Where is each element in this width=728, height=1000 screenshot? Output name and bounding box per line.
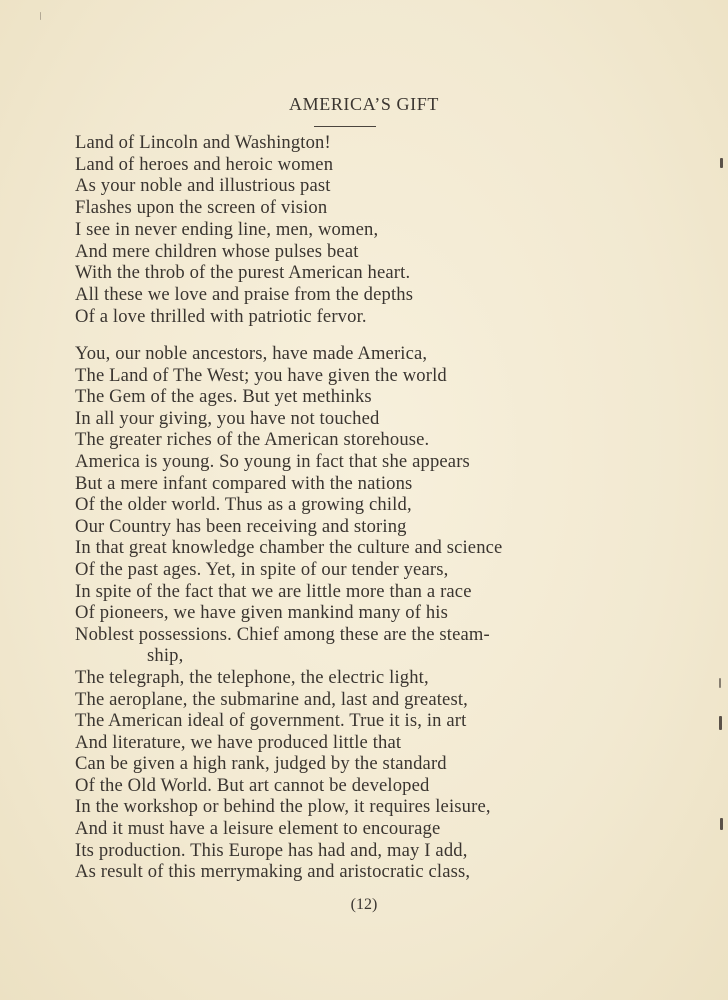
- margin-ink-speck: [40, 12, 41, 20]
- poem-line: As result of this merrymaking and aristocratic class,: [75, 861, 471, 883]
- poem-line: The greater riches of the American storehouse.: [75, 429, 430, 451]
- poem-line: The aeroplane, the submarine and, last and greatest,: [75, 688, 468, 710]
- poem-line: Noblest possessions. Chief among these are the steam-: [75, 623, 490, 645]
- poem-line: I see in never ending line, men, women,: [75, 218, 379, 240]
- poem-line: In the workshop or behind the plow, it requires leisure,: [75, 796, 491, 818]
- poem-line: In all your giving, you have not touched: [75, 407, 380, 429]
- poem-line: The Gem of the ages. But yet methinks: [75, 386, 372, 408]
- poem-line: In spite of the fact that we are little more than a race: [75, 580, 472, 602]
- poem-line-continuation: ship,: [147, 645, 184, 667]
- poem-line: You, our noble ancestors, have made America,: [75, 343, 428, 364]
- margin-ink-speck: [720, 818, 723, 830]
- poem-line: Its production. This Europe has had and, may I add,: [75, 839, 468, 861]
- margin-ink-speck: [719, 716, 722, 730]
- poem-line: Of the Old World. But art cannot be developed: [75, 774, 430, 796]
- poem-line: The American ideal of government. True it is, in art: [75, 710, 467, 732]
- margin-ink-speck: [719, 678, 721, 688]
- poem-line: Flashes upon the screen of vision: [75, 197, 328, 219]
- poem-line: All these we love and praise from the depths: [75, 283, 414, 305]
- poem-line: Of the past ages. Yet, in spite of our tender years,: [75, 558, 449, 580]
- page-number: (12): [350, 896, 378, 913]
- poem-line: And literature, we have produced little that: [75, 731, 402, 753]
- poem-line: Of the older world. Thus as a growing child,: [75, 494, 412, 516]
- poem-line: Land of Lincoln and Washington!: [75, 132, 331, 153]
- poem-line: America is young. So young in fact that she appears: [75, 450, 470, 472]
- poem-line: Of pioneers, we have given mankind many of his: [75, 602, 449, 624]
- poem-line: And mere children whose pulses beat: [75, 240, 359, 262]
- poem-line: With the throb of the purest American heart.: [75, 262, 411, 284]
- poem-line: But a mere infant compared with the nations: [75, 472, 413, 494]
- poem-line: Our Country has been receiving and storing: [75, 515, 407, 537]
- poem-line: The Land of The West; you have given the world: [75, 364, 447, 386]
- poem-line: Land of heroes and heroic women: [75, 153, 334, 175]
- poem-line: As your noble and illustrious past: [75, 175, 331, 197]
- poem-line: And it must have a leisure element to encourage: [75, 818, 441, 840]
- page-title: AMERICA’S GIFT: [289, 94, 439, 114]
- stanza-2: [75, 343, 502, 883]
- title-underline-rule: [314, 126, 376, 127]
- poem-line: In that great knowledge chamber the culture and science: [75, 537, 503, 559]
- poem-line: Can be given a high rank, judged by the standard: [75, 753, 447, 775]
- poem-line: The telegraph, the telephone, the electric light,: [75, 666, 429, 688]
- poem-line: Of a love thrilled with patriotic fervor.: [75, 305, 367, 327]
- margin-ink-speck: [720, 158, 723, 168]
- stanza-1: [75, 132, 413, 327]
